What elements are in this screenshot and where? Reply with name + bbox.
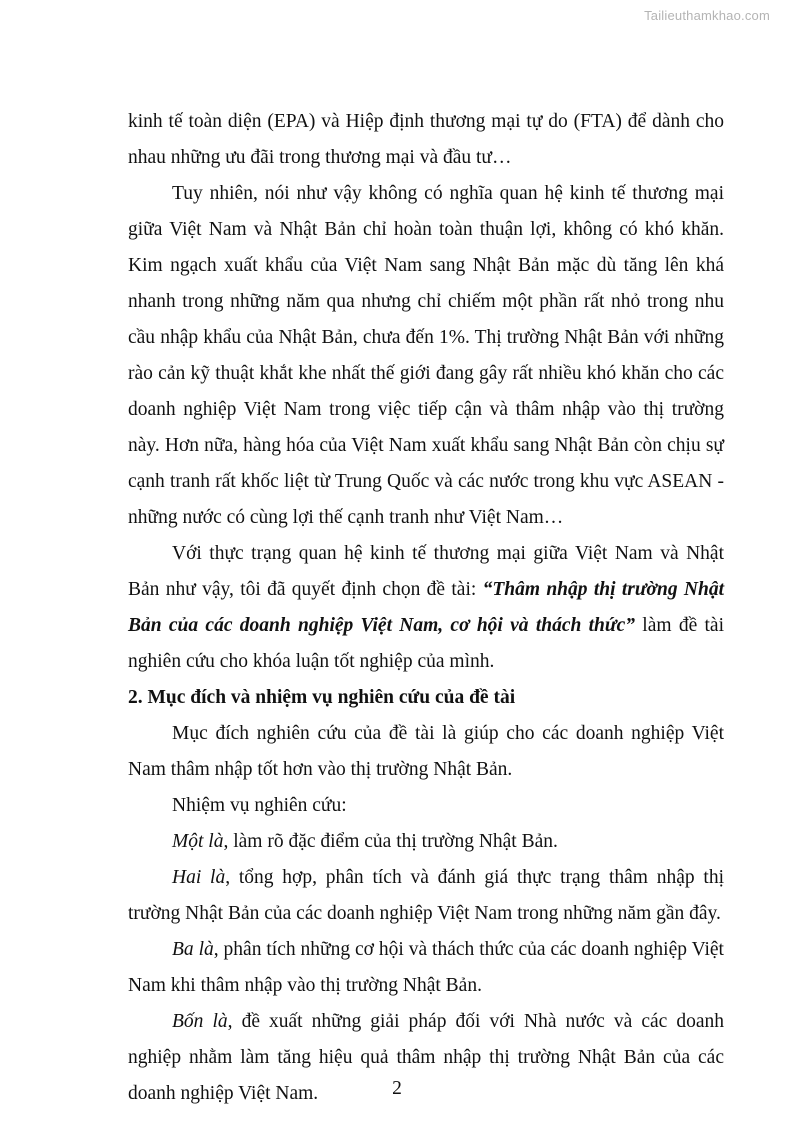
text-run: Một là (172, 831, 224, 852)
text-run: Ba là (172, 939, 214, 960)
text-run: , đề xuất những giải pháp đối với Nhà nước và các doanh nghiệp nhằm làm tăng hiệu quả thâm nhập thị trường Nhật Bản của các doanh nghiệp Việt Nam. (128, 1011, 724, 1104)
text-run: , tổng hợp, phân tích và đánh giá thực trạng thâm nhập thị trường Nhật Bản của các doanh nghiệp Việt Nam trong những năm gần đây. (128, 867, 724, 924)
text-run: “Thâm nhập thị trường Nhật Bản của các doanh nghiệp Việt Nam, cơ hội và thách thức” (128, 579, 724, 636)
paragraph-thesis-title (128, 536, 724, 680)
watermark-site-label: Tailieuthamkhao.com (644, 8, 770, 23)
text-run: Bốn là (172, 1011, 228, 1032)
page-number: 2 (392, 1078, 402, 1099)
text-run: , phân tích những cơ hội và thách thức của các doanh nghiệp Việt Nam khi thâm nhập vào thị trường Nhật Bản. (128, 939, 724, 996)
text-run: Nhiệm vụ nghiên cứu: (172, 795, 347, 816)
text-run: Mục đích nghiên cứu của đề tài là giúp cho các doanh nghiệp Việt Nam thâm nhập tốt hơn vào thị trường Nhật Bản. (128, 723, 724, 780)
text-run: kinh tế toàn diện (EPA) và Hiệp định thương mại tự do (FTA) để dành cho nhau những ưu đãi trong thương mại và đầu tư… (128, 111, 724, 168)
text-run: Tuy nhiên, nói như vậy không có nghĩa quan hệ kinh tế thương mại giữa Việt Nam và Nhật Bản chỉ hoàn toàn thuận lợi, không có khó khăn. Kim ngạch xuất khẩu của Việt Nam sang Nhật Bản mặc dù tăng lên khá nhanh trong những năm qua nhưng chỉ chiếm một phần rất nhỏ trong nhu cầu nhập khẩu của Nhật Bản, chưa đến 1%. Thị trường Nhật Bản với những rào cản kỹ thuật khắt khe nhất thế giới đang gây rất nhiều khó khăn cho các doanh nghiệp Việt Nam trong việc tiếp cận và thâm nhập vào thị trường này. Hơn nữa, hàng hóa của Việt Nam xuất khẩu sang Nhật Bản còn chịu sự cạnh tranh rất khốc liệt từ Trung Quốc và các nước trong khu vực ASEAN - những nước có cùng lợi thế cạnh tranh như Việt Nam… (128, 183, 724, 528)
heading-muc-dich-nhiem-vu (128, 680, 724, 716)
document-body (128, 104, 724, 1112)
text-run: Hai là (172, 867, 226, 888)
paragraph-muc-dich (128, 716, 724, 788)
paragraph-nhiem-vu-label (128, 788, 724, 824)
text-run: Với thực trạng quan hệ kinh tế thương mại giữa Việt Nam và Nhật Bản như vậy, tôi đã quyết định chọn đề tài: (128, 543, 724, 600)
paragraph-continued-epa-fta (128, 104, 724, 176)
text-run: 2. Mục đích và nhiệm vụ nghiên cứu của đề tài (128, 687, 516, 708)
paragraph-task-one (128, 824, 724, 860)
paragraph-tuy-nhien (128, 176, 724, 536)
paragraph-task-two (128, 860, 724, 932)
text-run: , làm rõ đặc điểm của thị trường Nhật Bản. (223, 831, 558, 852)
text-run: làm đề tài nghiên cứu cho khóa luận tốt nghiệp của mình. (128, 615, 725, 672)
paragraph-task-three (128, 932, 724, 1004)
